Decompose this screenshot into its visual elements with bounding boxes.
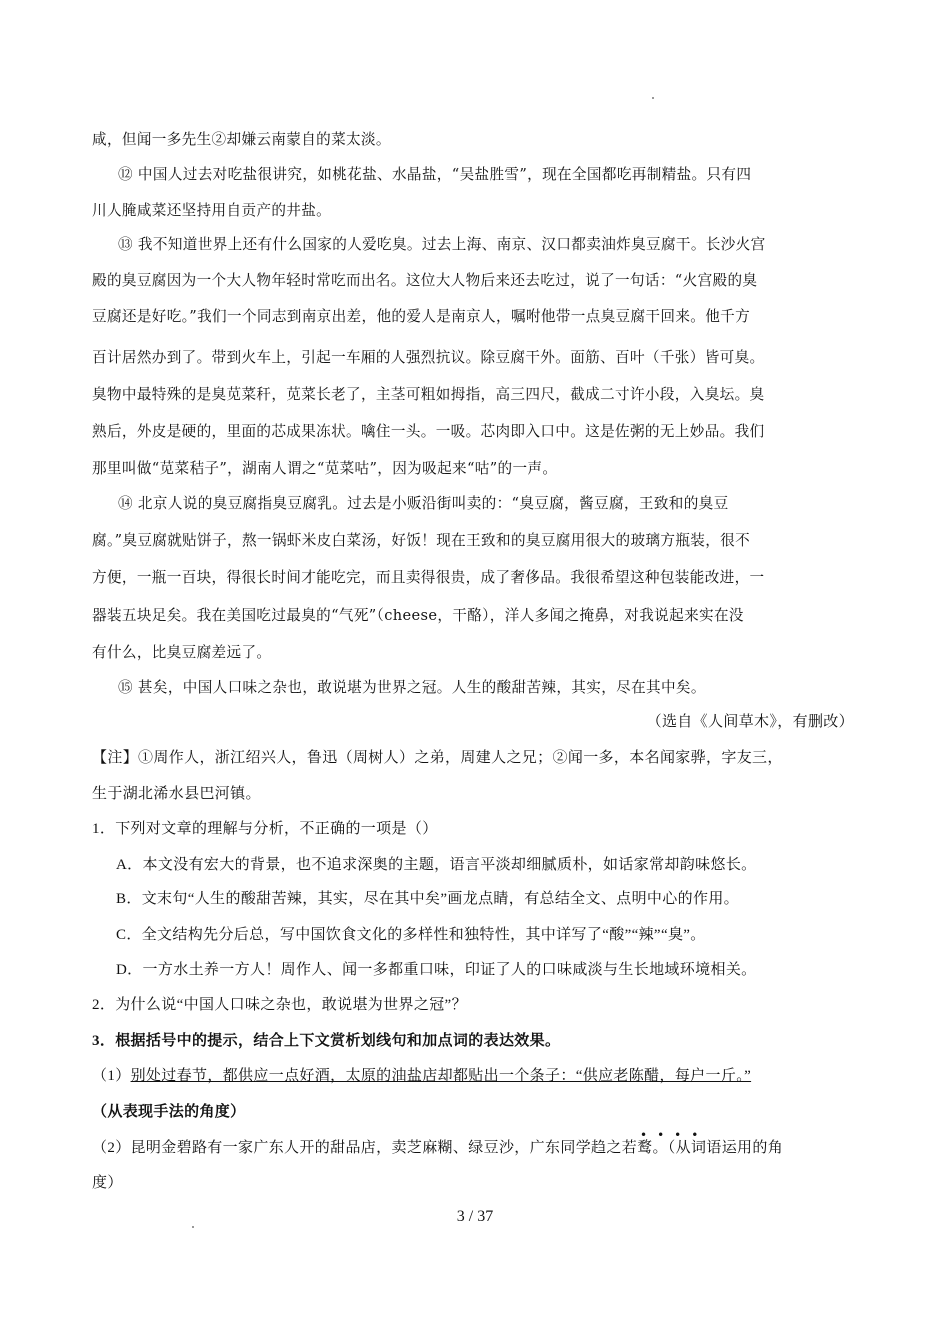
- paragraph-14-line-1: ⑭ 北京人说的臭豆腐指臭豆腐乳。过去是小贩沿街叫卖的：“臭豆腐，酱豆腐，王致和的臭豆: [118, 495, 729, 512]
- paragraph-12-line-1: ⑫ 中国人过去对吃盐很讲究，如桃花盐、水晶盐，“吴盐胜雪”，现在全国都吃再制精盐。只有四: [118, 166, 752, 183]
- paragraph-13-line-2: 殿的臭豆腐因为一个大人物年轻时常吃而出名。这位大人物后来还去吃过，说了一句话：“火宫殿的臭: [92, 272, 758, 289]
- paragraph-13-line-5: 臭物中最特殊的是臭苋菜秆，苋菜长老了，主茎可粗如拇指，高三四尺，截成二寸许小段，入臭坛。臭: [92, 386, 765, 403]
- question-3-part-1-number: （1）: [92, 1068, 131, 1084]
- question-3-part-2-line-2: 度）: [92, 1175, 123, 1191]
- paragraph-13-line-1: ⑬ 我不知道世界上还有什么国家的人爱吃臭。过去上海、南京、汉口都卖油炸臭豆腐干。长沙火宫: [118, 236, 766, 253]
- emphasis-dots: ••••: [640, 1128, 709, 1142]
- note-line-1: 【注】①周作人，浙江绍兴人，鲁迅（周树人）之弟，周建人之兄；②闻一多，本名闻家骅，字友三，: [92, 750, 783, 766]
- page-number: 3 / 37: [456, 1208, 494, 1225]
- question-1-option-c: C．全文结构先分后总，写中国饮食文化的多样性和独特性，其中详写了“酸”“辣”“臭”。: [116, 927, 706, 943]
- paragraph-13-line-3: 豆腐还是好吃。”我们一个同志到南京出差，他的爱人是南京人，嘱咐他带一点臭豆腐干回来。他千方: [92, 308, 751, 325]
- paragraph-11-end: 咸，但闻一多先生②却嫌云南蒙自的菜太淡。: [92, 131, 391, 148]
- question-1-option-d: D．一方水土养一方人！周作人、闻一多都重口味，印证了人的口味咸淡与生长地域环境相关。: [116, 962, 757, 978]
- paragraph-13-line-6: 熟后，外皮是硬的，里面的芯成果冻状。噙住一头。一吸。芯肉即入口中。这是佐粥的无上妙品。我们: [92, 423, 765, 440]
- paragraph-14-line-2: 腐。”臭豆腐就贴饼子，熬一锅虾米皮白菜汤，好饭！现在王致和的臭豆腐用很大的玻璃方瓶装，很不: [92, 532, 751, 549]
- paragraph-15: ⑮ 甚矣，中国人口味之杂也，敢说堪为世界之冠。人生的酸甜苦辣，其实，尽在其中矣。: [118, 679, 706, 696]
- paragraph-14-line-5: 有什么，比臭豆腐差远了。: [92, 644, 272, 661]
- paragraph-13-line-7: 那里叫做“苋菜秸子”，湖南人谓之“苋菜咕”，因为吸起来“咕”的一声。: [92, 460, 558, 477]
- question-3-part-1: [92, 1066, 858, 1086]
- question-3: 3．根据括号中的提示，结合上下文赏析划线句和加点词的表达效果。: [92, 1033, 561, 1049]
- paragraph-12-line-2: 川人腌咸菜还坚持用自贡产的井盐。: [92, 202, 332, 219]
- question-3-part-2-line-1: （2）昆明金碧路有一家广东人开的甜品店，卖芝麻糊、绿豆沙，广东同学趋之若鹜。（从词语运用的角: [92, 1140, 784, 1156]
- question-1-option-a: A．本文没有宏大的背景，也不追求深奥的主题，语言平淡却细腻质朴，如话家常却韵味悠长。: [116, 857, 757, 873]
- paragraph-14-line-4: 器装五块足矣。我在美国吃过最臭的“气死”（cheese，干酪），洋人多闻之掩鼻，对我说起来实在没: [92, 607, 744, 624]
- question-3-part-1-hint: （从表现手法的角度）: [92, 1104, 246, 1120]
- question-1: 1．下列对文章的理解与分析，不正确的一项是（）: [92, 821, 438, 837]
- underlined-sentence: 别处过春节，都供应一点好酒，太原的油盐店却都贴出一个条子：“供应老陈醋，每户一斤。”: [130, 1068, 752, 1084]
- source-citation: （选自《人间草木》，有删改）: [646, 714, 854, 730]
- question-2: 2．为什么说“中国人口味之杂也，敢说堪为世界之冠”？: [92, 997, 467, 1013]
- question-1-option-b: B．文末句“人生的酸甜苦辣，其实，尽在其中矣”画龙点睛，有总结全文、点明中心的作用。: [116, 891, 740, 907]
- paragraph-14-line-3: 方便，一瓶一百块，得很长时间才能吃完，而且卖得很贵，成了奢侈品。我很希望这种包装能改进，一: [92, 569, 765, 586]
- scan-mark: [652, 97, 654, 99]
- note-line-2: 生于湖北浠水县巴河镇。: [92, 786, 261, 802]
- paragraph-13-line-4: 百计居然办到了。带到火车上，引起一车厢的人强烈抗议。除豆腐干外。面筋、百叶（千张）皆可臭。: [92, 349, 765, 366]
